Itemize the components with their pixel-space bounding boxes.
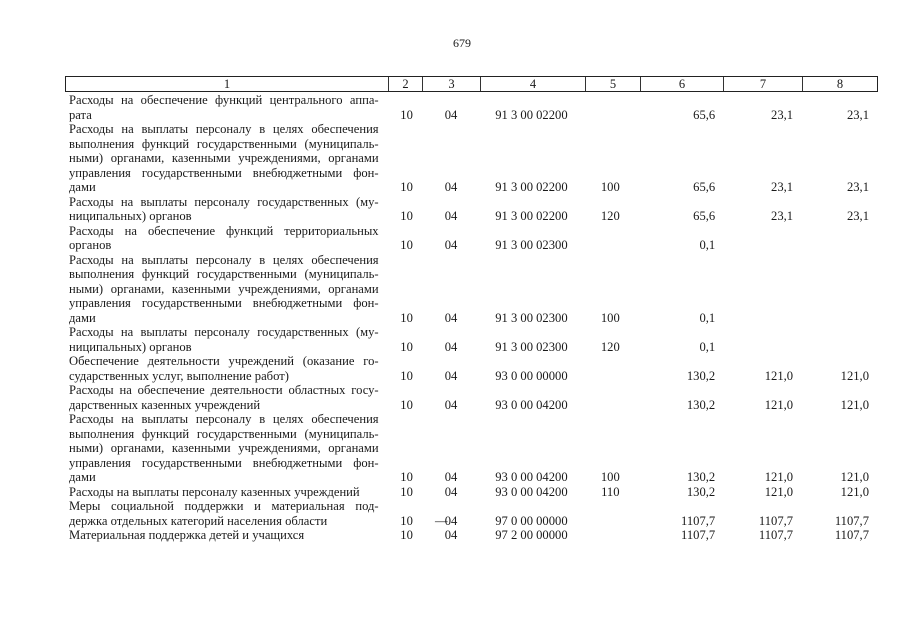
- table-row: [65, 224, 873, 253]
- description-line: органов: [69, 238, 112, 253]
- cell-col-3: 04: [444, 397, 458, 412]
- cell-col-8: 121,0: [840, 484, 869, 499]
- cell-col-6: 65,6: [693, 107, 716, 122]
- cell-col-4: 97 2 00 00000: [495, 528, 568, 543]
- row-description: [65, 499, 379, 528]
- cell-col-5: 100: [600, 310, 620, 325]
- table-row: [65, 195, 873, 224]
- column-header-1: 1: [66, 77, 389, 91]
- cell-col-5: [583, 369, 637, 384]
- cell-col-6: 130,2: [686, 397, 716, 412]
- cell-col-3: 04: [444, 470, 458, 485]
- table-row: [65, 122, 873, 195]
- cell-col-8: 23,1: [846, 209, 869, 224]
- cell-col-5: 100: [600, 470, 620, 485]
- description-line: дами: [69, 310, 96, 325]
- row-description: [65, 485, 379, 500]
- cell-col-5: 120: [600, 209, 620, 224]
- cell-col-5: [583, 514, 637, 529]
- cell-col-4: 91 3 00 02300: [495, 310, 568, 325]
- cell-col-7: 121,0: [764, 368, 794, 383]
- cell-col-5: [583, 398, 637, 413]
- cell-col-3: 04: [444, 368, 458, 383]
- table-row: [65, 485, 873, 500]
- description-line: управления государственными внебюджетными фон-: [69, 296, 379, 311]
- cell-col-2: 10: [400, 513, 413, 528]
- description-line: Расходы на обеспечение деятельности областных госу-: [69, 383, 379, 398]
- cell-col-6: 65,6: [693, 180, 716, 195]
- description-line: Расходы на выплаты персоналу государственных (му-: [69, 325, 379, 340]
- row-description: [65, 253, 379, 326]
- cell-col-2: 10: [400, 107, 413, 122]
- row-description: [65, 224, 379, 253]
- cell-col-8: 1107,7: [834, 528, 869, 543]
- cell-col-6: 65,6: [693, 209, 716, 224]
- description-line: Материальная поддержка детей и учащихся: [69, 528, 305, 543]
- description-line: ными) органами, казенными учреждениями, органами: [69, 281, 379, 296]
- table-body: [65, 93, 873, 543]
- column-header-3: 3: [423, 77, 481, 91]
- page-number: 679: [453, 36, 471, 50]
- column-header-8: 8: [836, 77, 844, 91]
- description-line: Расходы на выплаты персоналу в целях обеспечения: [69, 252, 379, 267]
- description-line: дами: [69, 470, 96, 485]
- cell-col-8: 121,0: [840, 368, 869, 383]
- cell-col-7: 121,0: [764, 470, 794, 485]
- cell-col-7: [719, 238, 797, 253]
- row-description: [65, 528, 379, 543]
- cell-col-3: 04: [444, 339, 458, 354]
- cell-col-6: 130,2: [686, 470, 716, 485]
- column-header-7: 7: [724, 77, 803, 91]
- cell-col-2: 10: [400, 368, 413, 383]
- cell-col-3: 04: [444, 528, 458, 543]
- column-header-5: 5: [586, 77, 641, 91]
- cell-col-4: 93 0 00 00000: [495, 368, 568, 383]
- description-line: Меры социальной поддержки и материальная под-: [69, 499, 379, 514]
- cell-col-4: 91 3 00 02200: [495, 209, 568, 224]
- description-line: Расходы на выплаты персоналу в целях обеспечения: [69, 412, 379, 427]
- cell-col-6: 0,1: [699, 339, 716, 354]
- cell-col-2: 10: [400, 470, 413, 485]
- row-description: [65, 195, 379, 224]
- cell-col-7: 121,0: [764, 397, 794, 412]
- cell-col-4: 97 0 00 00000: [495, 513, 568, 528]
- row-description: [65, 93, 379, 122]
- row-description: [65, 383, 379, 412]
- cell-col-6: 1107,7: [681, 528, 716, 543]
- table-row: [65, 93, 873, 122]
- description-line: управления государственными внебюджетными фон-: [69, 455, 379, 470]
- cell-col-8: 121,0: [840, 397, 869, 412]
- cell-col-3: 04: [444, 310, 458, 325]
- cell-col-6: 0,1: [699, 238, 716, 253]
- cell-col-8: [797, 311, 873, 326]
- cell-col-2: 10: [400, 484, 413, 499]
- cell-col-2: 10: [400, 238, 413, 253]
- table-header: [65, 76, 878, 92]
- description-line: Расходы на обеспечение функций центрального аппа-: [69, 93, 379, 107]
- cell-col-4: 93 0 00 04200: [495, 397, 568, 412]
- cell-col-8: [797, 340, 873, 355]
- description-line: держка отдельных категорий населения области: [69, 513, 328, 528]
- description-line: Расходы на выплаты персоналу государственных (му-: [69, 194, 379, 209]
- cell-col-6: 130,2: [686, 368, 716, 383]
- cell-col-4: 93 0 00 04200: [495, 484, 568, 499]
- table-row: [65, 253, 873, 326]
- cell-col-7: 23,1: [771, 209, 794, 224]
- cell-col-5: [583, 528, 637, 543]
- column-header-6: 6: [641, 77, 724, 91]
- cell-col-3: 04: [444, 238, 458, 253]
- table-row: [65, 499, 873, 528]
- cell-col-2: 10: [400, 180, 413, 195]
- description-line: выполнения функций государственными (муниципаль-: [69, 267, 379, 282]
- cell-col-6: 1107,7: [681, 513, 716, 528]
- row-description: [65, 325, 379, 354]
- row-description: [65, 122, 379, 195]
- table-row: [65, 383, 873, 412]
- column-header-4: 4: [481, 77, 586, 91]
- table-row: [65, 325, 873, 354]
- table-row: [65, 412, 873, 485]
- description-line: ными) органами, казенными учреждениями, органами: [69, 441, 379, 456]
- description-line: Расходы на выплаты персоналу казенных учреждений: [69, 484, 360, 499]
- cell-col-5: 120: [600, 339, 620, 354]
- cell-col-7: [719, 340, 797, 355]
- cell-col-2: 10: [400, 339, 413, 354]
- cell-col-7: [719, 311, 797, 326]
- cell-col-2: 10: [400, 209, 413, 224]
- table-row: [65, 354, 873, 383]
- cell-col-7: 23,1: [771, 180, 794, 195]
- description-line: выполнения функций государственными (муниципаль-: [69, 426, 379, 441]
- cell-col-4: 91 3 00 02300: [495, 339, 568, 354]
- cell-col-7: 1107,7: [758, 513, 794, 528]
- description-line: Расходы на выплаты персоналу в целях обеспечения: [69, 122, 379, 137]
- cell-col-8: 1107,7: [834, 513, 869, 528]
- description-line: ниципальных) органов: [69, 339, 192, 354]
- cell-col-2: 10: [400, 397, 413, 412]
- cell-col-6: 130,2: [686, 484, 716, 499]
- cell-col-3: 04: [444, 180, 458, 195]
- description-line: ниципальных) органов: [69, 209, 192, 224]
- cell-col-4: 91 3 00 02200: [495, 180, 568, 195]
- row-description: [65, 412, 379, 485]
- description-line: выполнения функций государственными (муниципаль-: [69, 136, 379, 151]
- cell-col-7: 23,1: [771, 107, 794, 122]
- cell-col-4: 91 3 00 02200: [495, 107, 568, 122]
- cell-col-5: [583, 108, 637, 123]
- cell-col-4: 91 3 00 02300: [495, 238, 568, 253]
- description-line: дами: [69, 180, 96, 195]
- cell-col-3: 04: [444, 107, 458, 122]
- cell-col-3: 04: [444, 484, 458, 499]
- description-line: рата: [69, 107, 92, 122]
- cell-col-5: [583, 238, 637, 253]
- description-line: управления государственными внебюджетными фон-: [69, 165, 379, 180]
- cell-col-7: 1107,7: [758, 528, 794, 543]
- column-header-2: 2: [389, 77, 423, 91]
- row-description: [65, 354, 379, 383]
- cell-col-3: 04: [444, 209, 458, 224]
- cell-col-8: 23,1: [846, 107, 869, 122]
- cell-col-2: 10: [400, 528, 413, 543]
- description-line: ными) органами, казенными учреждениями, органами: [69, 151, 379, 166]
- cell-col-7: 121,0: [764, 484, 794, 499]
- description-line: Обеспечение деятельности учреждений (оказание го-: [69, 354, 379, 369]
- description-line: сударственных услуг, выполнение работ): [69, 368, 289, 383]
- cell-col-8: 23,1: [846, 180, 869, 195]
- table-row: [65, 528, 873, 543]
- cell-col-8: [797, 238, 873, 253]
- cell-col-5: 110: [601, 484, 620, 499]
- description-line: Расходы на обеспечение функций территориальных: [69, 223, 379, 238]
- cell-col-5: 100: [600, 180, 620, 195]
- cell-col-4: 93 0 00 04200: [495, 470, 568, 485]
- description-line: дарственных казенных учреждений: [69, 397, 261, 412]
- cell-col-8: 121,0: [840, 470, 869, 485]
- dash-mark: —: [435, 513, 448, 528]
- cell-col-6: 0,1: [699, 310, 716, 325]
- cell-col-2: 10: [400, 310, 413, 325]
- cell-col-3: 04: [444, 513, 458, 528]
